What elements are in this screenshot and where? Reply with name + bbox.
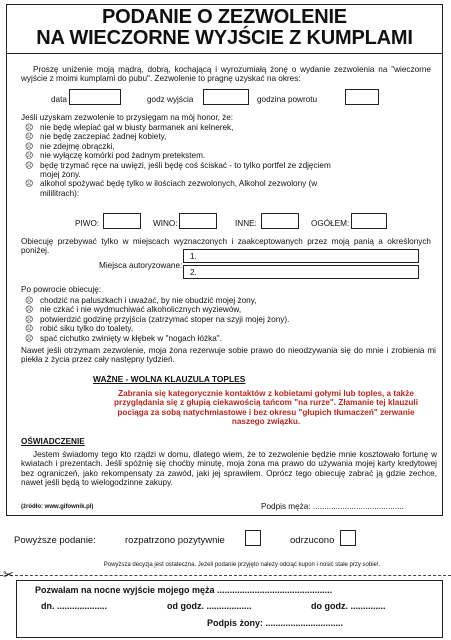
sad-face-icon: ☹: [25, 141, 34, 151]
sad-face-icon: ☹: [25, 296, 34, 305]
date-label: data: [51, 95, 67, 104]
sad-face-icon: ☹: [25, 305, 34, 315]
sad-face-icon: ☹: [25, 314, 34, 324]
cut-line: [0, 575, 451, 576]
promise-list: [21, 123, 351, 198]
coupon-line-1: Pozwalam na nocne wyjście mojego męża ..............................................: [35, 585, 333, 595]
title-line-2: NA WIECZORNE WYJŚCIE Z KUMPLAMI: [36, 27, 413, 49]
sad-face-icon: ☹: [25, 160, 34, 170]
final-note: Powyższa decyzja jest ostateczna. Jeżeli podanie przyjęto należy odciąć kupon i nosić stale przy sobie!.: [103, 562, 381, 568]
husband-signature[interactable]: Podpis męża: ........................................: [261, 502, 404, 511]
list-item: ☹ nie czkać i nie wydmuchiwać alkoholicznych wyziewów,: [25, 305, 242, 315]
departure-time-field[interactable]: [203, 89, 249, 105]
title-divider: [7, 53, 442, 54]
sad-face-icon: ☹: [25, 179, 34, 189]
beer-label: PIWO:: [75, 219, 100, 228]
form-title: [7, 7, 442, 49]
list-item: ☹ potwierdzić godzinę przyjścia (zatrzymać stoper na szyji mojej żony).: [25, 314, 290, 324]
return-time-field[interactable]: [345, 89, 379, 105]
other-field[interactable]: [261, 213, 299, 229]
promise-intro: Jeśli uzyskam zezwolenie to przysięgam na mój honor, że:: [21, 113, 234, 122]
return-label: godzina powrotu: [257, 95, 318, 104]
beer-field[interactable]: [103, 213, 141, 229]
places-label: Miejsca autoryzowane:: [99, 261, 183, 270]
other-label: INNE:: [235, 219, 257, 228]
sad-face-icon: ☹: [25, 151, 34, 161]
decision-positive-label: rozpatrzono pozytywnie: [125, 535, 225, 546]
decision-rejected-label: odrzucono: [290, 535, 335, 546]
permission-coupon: [16, 580, 443, 638]
wife-signature[interactable]: Podpis żony: ...............................: [207, 618, 344, 628]
list-item: ☹ robić siku tylko do toalety,: [25, 324, 134, 334]
statement-text: Jestem świadomy tego kto rządzi w domu, dlatego wiem, że to zezwolenie będzie mnie kosztowało fortunę w kwiatach i prezentach. Jeśli spóźnię się choćby minutę, moja żona ma prawo do używania mojej karty kredytowej bez ograniczeń, jako rekompensaty za zawód, jaki jej sprawiłem. Oprócz tego obiecuję zabrać ją gdzie zechce, nawet jeśli będą to wielogodzinne zakupy.: [21, 450, 437, 488]
statement-title: OŚWIADCZENIE: [21, 437, 85, 446]
list-item: ☹ nie wyłączę komórki pod żadnym pretekstem.: [25, 151, 206, 161]
places-intro: Obiecuję przebywać tylko w miejscach wyznaczonych i zaakceptowanych przez moją panią a określonych poniżej.: [21, 237, 431, 256]
return-intro: Po powrocie obiecuję:: [21, 285, 102, 294]
sad-face-icon: ☹: [25, 132, 34, 142]
sad-face-icon: ☹: [25, 123, 34, 132]
clause-title: WAŻNE - WOLNA KLAUZULA TOPLES: [93, 374, 246, 384]
coupon-to[interactable]: do godz. ..............: [311, 601, 386, 611]
decision-label: Powyższe podanie:: [14, 535, 96, 546]
wine-label: WINO:: [153, 219, 178, 228]
scissors-icon: ✂: [3, 567, 14, 582]
coupon-date[interactable]: dn. ....................: [41, 601, 108, 611]
date-field[interactable]: [69, 89, 121, 105]
total-label: OGÓŁEM:: [311, 219, 350, 228]
reserve-text: Nawet jeśli otrzymam zezwolenie, moja żona rezerwuje sobie prawo do nieodzywania się do mnie i zrobienia mi piekła z życia przez cały następny tydzień.: [21, 346, 436, 365]
rejected-checkbox[interactable]: [340, 530, 356, 546]
intro-text: Proszę uniżenie moją mądrą, dobrą, kochającą i wyrozumiałą żonę o wydanie zezwolenia na "wieczorne wyjście z moimi kumplami do pubu". Zezwolenie to pragnę uzyskać na okres:: [21, 65, 431, 84]
place-2-field[interactable]: 2.: [183, 265, 419, 279]
return-list: [21, 296, 391, 343]
source-credit: (źródło: www.gifownik.pl): [21, 504, 94, 510]
clause-text: Zabrania się kategorycznie kontaktów z kobietami gołymi lub toples, a także przyglądania się z głupią ciekawością tańcom "na rurze". Złamanie tej klauzuli pociąga za sobą natychmiastowe i bez okresu "głupich tłumaczeń" zerwanie naszego związku.: [114, 389, 418, 427]
coupon-from[interactable]: od godz. ..................: [167, 601, 252, 611]
title-line-1: PODANIE O ZEZWOLENIE: [102, 6, 347, 28]
list-item: ☹ alkohol spożywać będę tylko w ilościach zezwolonych, Alkohol zezwolony (w mililitrach):: [25, 179, 318, 198]
list-item: ☹ chodzić na paluszkach i uważać, by nie obudzić mojej żony,: [25, 296, 257, 305]
sad-face-icon: ☹: [25, 324, 34, 334]
application-form: [6, 4, 443, 516]
place-1-field[interactable]: 1.: [183, 249, 419, 263]
list-item: ☹ nie zdejmę obrączki,: [25, 141, 115, 151]
list-item: ☹ spać cichutko zwinięty w kłębek w "nogach łóżka".: [25, 333, 222, 343]
total-field[interactable]: [351, 213, 387, 229]
list-item: ☹ nie będę wlepiać gał w biusty barmanek ani kelnerek,: [25, 123, 234, 132]
list-item: ☹ będę trzymać ręce na uwięzi, jeśli będę coś ściskać - to tylko portfel ze zdjęciem mojej żony.: [25, 160, 331, 180]
positive-checkbox[interactable]: [245, 530, 261, 546]
wine-field[interactable]: [179, 213, 217, 229]
departure-label: godz wyjścia: [147, 95, 194, 104]
list-item: ☹ nie będę zaczepiać żadnej kobiety,: [25, 132, 167, 142]
sad-face-icon: ☹: [25, 333, 34, 343]
